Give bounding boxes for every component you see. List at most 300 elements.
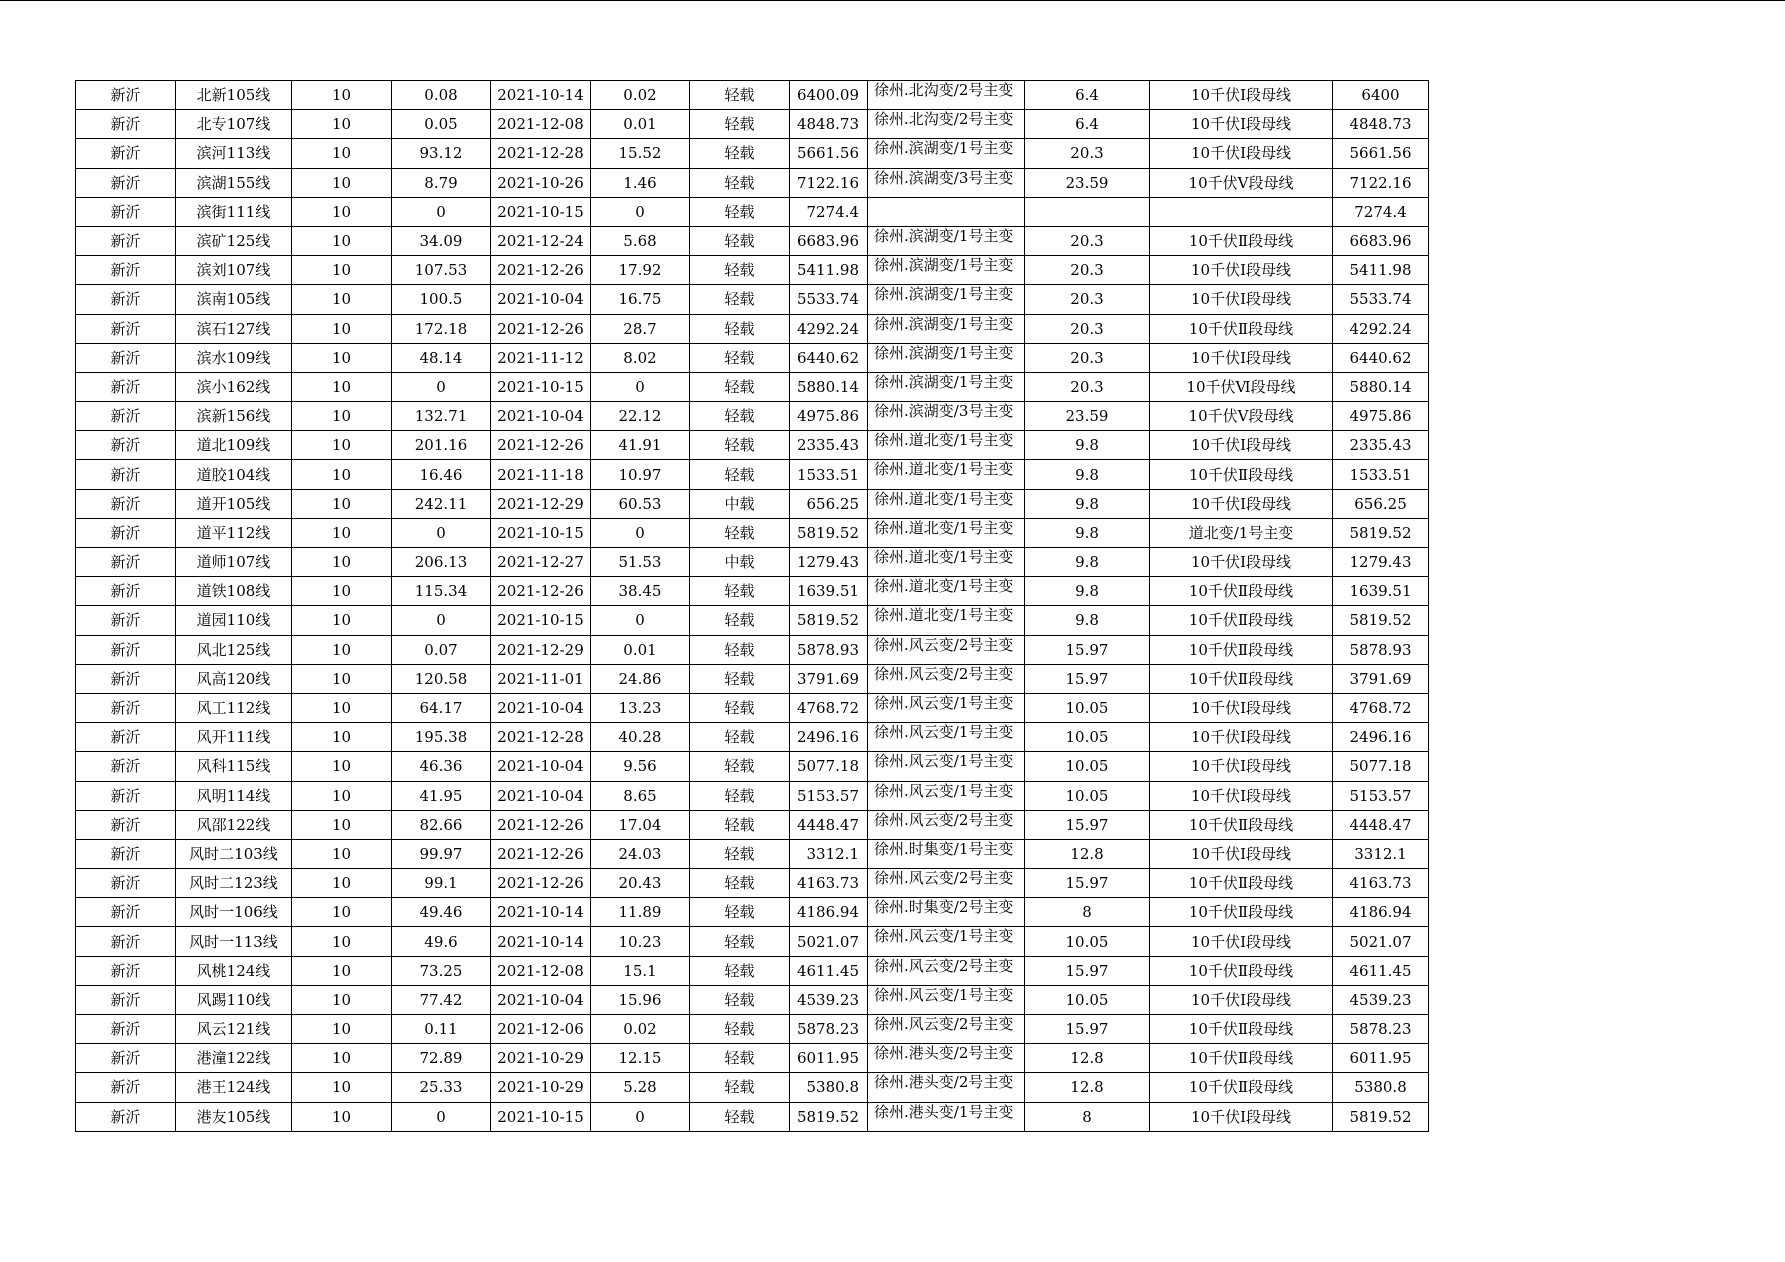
cell-line-name: 风时二123线 [176, 869, 292, 898]
cell-substation-transformer: 徐州.滨湖变/3号主变 [868, 168, 1025, 197]
cell-line-name: 道北109线 [176, 431, 292, 460]
cell-load-rate: 51.53 [591, 548, 690, 577]
cell-capacity: 5533.74 [1333, 285, 1429, 314]
cell-county: 新沂 [76, 548, 176, 577]
cell-capacity: 2496.16 [1333, 723, 1429, 752]
table-row [76, 372, 1429, 401]
cell-load-rate: 60.53 [591, 489, 690, 518]
cell-load-rate: 15.52 [591, 139, 690, 168]
cell-max-current: 82.66 [392, 810, 491, 839]
cell-voltage: 10 [292, 226, 392, 255]
cell-load-status: 轻载 [690, 431, 790, 460]
cell-capacity: 6440.62 [1333, 343, 1429, 372]
cell-available-capacity: 6440.62 [790, 343, 868, 372]
cell-substation-transformer: 徐州.滨湖变/1号主变 [868, 285, 1025, 314]
cell-line-name: 港友105线 [176, 1102, 292, 1131]
table-row [76, 839, 1429, 868]
cell-line-name: 风踢110线 [176, 985, 292, 1014]
cell-county: 新沂 [76, 810, 176, 839]
cell-substation-transformer: 徐州.风云变/2号主变 [868, 664, 1025, 693]
cell-busbar: 10千伏Ⅴ段母线 [1150, 168, 1333, 197]
cell-county: 新沂 [76, 664, 176, 693]
cell-county: 新沂 [76, 606, 176, 635]
cell-capacity: 5819.52 [1333, 606, 1429, 635]
cell-capacity: 5878.93 [1333, 635, 1429, 664]
cell-available-capacity: 5077.18 [790, 752, 868, 781]
cell-transformer-rating [1025, 197, 1150, 226]
cell-max-current: 99.1 [392, 869, 491, 898]
cell-line-name: 滨南105线 [176, 285, 292, 314]
cell-date: 2021-10-04 [491, 781, 591, 810]
cell-load-rate: 22.12 [591, 402, 690, 431]
cell-transformer-rating: 9.8 [1025, 577, 1150, 606]
cell-substation-transformer: 徐州.时集变/2号主变 [868, 898, 1025, 927]
cell-transformer-rating: 23.59 [1025, 402, 1150, 431]
cell-date: 2021-12-28 [491, 723, 591, 752]
cell-max-current: 0 [392, 372, 491, 401]
cell-voltage: 10 [292, 1015, 392, 1044]
cell-substation-transformer: 徐州.风云变/2号主变 [868, 869, 1025, 898]
cell-available-capacity: 3312.1 [790, 839, 868, 868]
cell-date: 2021-11-01 [491, 664, 591, 693]
cell-capacity: 5819.52 [1333, 1102, 1429, 1131]
cell-capacity: 5411.98 [1333, 256, 1429, 285]
cell-busbar: 10千伏Ⅰ段母线 [1150, 256, 1333, 285]
cell-busbar: 10千伏Ⅰ段母线 [1150, 431, 1333, 460]
cell-load-rate: 15.96 [591, 985, 690, 1014]
cell-load-status: 轻载 [690, 898, 790, 927]
cell-load-rate: 24.03 [591, 839, 690, 868]
cell-voltage: 10 [292, 402, 392, 431]
cell-max-current: 72.89 [392, 1044, 491, 1073]
cell-available-capacity: 5411.98 [790, 256, 868, 285]
cell-transformer-rating: 20.3 [1025, 285, 1150, 314]
table-body [76, 81, 1429, 1132]
cell-voltage: 10 [292, 635, 392, 664]
cell-capacity: 4848.73 [1333, 110, 1429, 139]
cell-capacity: 5880.14 [1333, 372, 1429, 401]
cell-line-name: 风时二103线 [176, 839, 292, 868]
cell-capacity: 3312.1 [1333, 839, 1429, 868]
cell-max-current: 0.05 [392, 110, 491, 139]
cell-capacity: 5077.18 [1333, 752, 1429, 781]
cell-capacity: 4611.45 [1333, 956, 1429, 985]
cell-date: 2021-12-26 [491, 810, 591, 839]
cell-capacity: 5021.07 [1333, 927, 1429, 956]
cell-date: 2021-10-14 [491, 927, 591, 956]
cell-max-current: 41.95 [392, 781, 491, 810]
cell-county: 新沂 [76, 518, 176, 547]
table-row [76, 548, 1429, 577]
cell-county: 新沂 [76, 723, 176, 752]
cell-substation-transformer: 徐州.道北变/1号主变 [868, 577, 1025, 606]
cell-county: 新沂 [76, 635, 176, 664]
cell-capacity: 656.25 [1333, 489, 1429, 518]
cell-load-rate: 9.56 [591, 752, 690, 781]
cell-voltage: 10 [292, 1073, 392, 1102]
cell-substation-transformer: 徐州.时集变/1号主变 [868, 839, 1025, 868]
table-row [76, 927, 1429, 956]
cell-load-status: 中载 [690, 489, 790, 518]
table-row [76, 869, 1429, 898]
cell-line-name: 道平112线 [176, 518, 292, 547]
cell-capacity: 3791.69 [1333, 664, 1429, 693]
cell-transformer-rating: 6.4 [1025, 81, 1150, 110]
cell-busbar: 10千伏Ⅱ段母线 [1150, 810, 1333, 839]
cell-voltage: 10 [292, 693, 392, 722]
cell-load-rate: 5.28 [591, 1073, 690, 1102]
cell-busbar: 10千伏Ⅱ段母线 [1150, 460, 1333, 489]
cell-transformer-rating: 20.3 [1025, 372, 1150, 401]
cell-load-status: 轻载 [690, 343, 790, 372]
cell-max-current: 93.12 [392, 139, 491, 168]
cell-county: 新沂 [76, 927, 176, 956]
cell-transformer-rating: 10.05 [1025, 723, 1150, 752]
cell-transformer-rating: 15.97 [1025, 956, 1150, 985]
cell-capacity: 1279.43 [1333, 548, 1429, 577]
cell-substation-transformer: 徐州.风云变/2号主变 [868, 810, 1025, 839]
cell-transformer-rating: 6.4 [1025, 110, 1150, 139]
cell-available-capacity: 4163.73 [790, 869, 868, 898]
table-row [76, 431, 1429, 460]
cell-load-status: 轻载 [690, 1073, 790, 1102]
cell-capacity: 4448.47 [1333, 810, 1429, 839]
cell-busbar: 10千伏Ⅰ段母线 [1150, 927, 1333, 956]
cell-max-current: 120.58 [392, 664, 491, 693]
cell-date: 2021-10-04 [491, 985, 591, 1014]
cell-busbar: 10千伏Ⅱ段母线 [1150, 1044, 1333, 1073]
table-row [76, 985, 1429, 1014]
cell-transformer-rating: 10.05 [1025, 693, 1150, 722]
cell-load-rate: 0 [591, 372, 690, 401]
cell-date: 2021-12-06 [491, 1015, 591, 1044]
cell-line-name: 风云121线 [176, 1015, 292, 1044]
cell-date: 2021-12-08 [491, 110, 591, 139]
cell-county: 新沂 [76, 226, 176, 255]
cell-substation-transformer: 徐州.滨湖变/1号主变 [868, 372, 1025, 401]
cell-busbar: 10千伏Ⅱ段母线 [1150, 869, 1333, 898]
cell-line-name: 风明114线 [176, 781, 292, 810]
cell-available-capacity: 5533.74 [790, 285, 868, 314]
cell-voltage: 10 [292, 1102, 392, 1131]
cell-capacity: 6011.95 [1333, 1044, 1429, 1073]
cell-date: 2021-12-26 [491, 869, 591, 898]
cell-load-rate: 12.15 [591, 1044, 690, 1073]
table-row [76, 693, 1429, 722]
table-row [76, 197, 1429, 226]
cell-date: 2021-10-15 [491, 1102, 591, 1131]
cell-transformer-rating: 15.97 [1025, 664, 1150, 693]
cell-capacity: 4292.24 [1333, 314, 1429, 343]
cell-substation-transformer: 徐州.道北变/1号主变 [868, 431, 1025, 460]
cell-county: 新沂 [76, 285, 176, 314]
cell-line-name: 风开111线 [176, 723, 292, 752]
cell-busbar: 10千伏Ⅴ段母线 [1150, 402, 1333, 431]
cell-substation-transformer: 徐州.滨湖变/3号主变 [868, 402, 1025, 431]
cell-available-capacity: 4448.47 [790, 810, 868, 839]
cell-load-status: 轻载 [690, 1044, 790, 1073]
cell-voltage: 10 [292, 197, 392, 226]
cell-transformer-rating: 15.97 [1025, 810, 1150, 839]
cell-capacity: 6683.96 [1333, 226, 1429, 255]
cell-load-rate: 13.23 [591, 693, 690, 722]
table-row [76, 314, 1429, 343]
cell-load-rate: 10.97 [591, 460, 690, 489]
cell-load-status: 轻载 [690, 956, 790, 985]
table-row [76, 402, 1429, 431]
cell-substation-transformer: 徐州.风云变/1号主变 [868, 723, 1025, 752]
cell-capacity: 4186.94 [1333, 898, 1429, 927]
cell-transformer-rating: 10.05 [1025, 781, 1150, 810]
cell-transformer-rating: 10.05 [1025, 927, 1150, 956]
cell-date: 2021-12-29 [491, 635, 591, 664]
cell-line-name: 风桃124线 [176, 956, 292, 985]
cell-county: 新沂 [76, 985, 176, 1014]
cell-load-status: 轻载 [690, 256, 790, 285]
cell-substation-transformer: 徐州.风云变/1号主变 [868, 985, 1025, 1014]
cell-county: 新沂 [76, 197, 176, 226]
cell-voltage: 10 [292, 606, 392, 635]
cell-voltage: 10 [292, 343, 392, 372]
cell-available-capacity: 3791.69 [790, 664, 868, 693]
feeder-load-table [75, 80, 1429, 1132]
table-row [76, 781, 1429, 810]
cell-busbar: 10千伏Ⅰ段母线 [1150, 723, 1333, 752]
cell-available-capacity: 6011.95 [790, 1044, 868, 1073]
cell-voltage: 10 [292, 752, 392, 781]
cell-available-capacity: 7274.4 [790, 197, 868, 226]
cell-voltage: 10 [292, 577, 392, 606]
cell-capacity: 4768.72 [1333, 693, 1429, 722]
cell-county: 新沂 [76, 314, 176, 343]
cell-substation-transformer: 徐州.滨湖变/1号主变 [868, 139, 1025, 168]
cell-max-current: 48.14 [392, 343, 491, 372]
cell-load-status: 轻载 [690, 869, 790, 898]
cell-max-current: 195.38 [392, 723, 491, 752]
cell-date: 2021-12-24 [491, 226, 591, 255]
cell-max-current: 64.17 [392, 693, 491, 722]
cell-load-rate: 0 [591, 518, 690, 547]
cell-substation-transformer: 徐州.风云变/1号主变 [868, 693, 1025, 722]
table-row [76, 139, 1429, 168]
cell-transformer-rating: 20.3 [1025, 343, 1150, 372]
cell-line-name: 道园110线 [176, 606, 292, 635]
cell-load-rate: 16.75 [591, 285, 690, 314]
cell-voltage: 10 [292, 956, 392, 985]
cell-max-current: 115.34 [392, 577, 491, 606]
cell-load-rate: 24.86 [591, 664, 690, 693]
cell-load-rate: 0 [591, 197, 690, 226]
cell-transformer-rating: 9.8 [1025, 518, 1150, 547]
cell-available-capacity: 4848.73 [790, 110, 868, 139]
cell-max-current: 0 [392, 518, 491, 547]
cell-load-status: 轻载 [690, 1102, 790, 1131]
cell-load-rate: 8.02 [591, 343, 690, 372]
cell-available-capacity: 4539.23 [790, 985, 868, 1014]
cell-substation-transformer: 徐州.风云变/1号主变 [868, 752, 1025, 781]
cell-available-capacity: 5380.8 [790, 1073, 868, 1102]
cell-available-capacity: 1279.43 [790, 548, 868, 577]
cell-available-capacity: 4186.94 [790, 898, 868, 927]
table-row [76, 256, 1429, 285]
cell-date: 2021-12-29 [491, 489, 591, 518]
cell-date: 2021-12-26 [491, 314, 591, 343]
cell-busbar: 10千伏Ⅰ段母线 [1150, 1102, 1333, 1131]
cell-max-current: 34.09 [392, 226, 491, 255]
cell-capacity: 5153.57 [1333, 781, 1429, 810]
cell-transformer-rating: 23.59 [1025, 168, 1150, 197]
cell-transformer-rating: 10.05 [1025, 752, 1150, 781]
table-row [76, 577, 1429, 606]
page-top-border [0, 0, 1785, 1]
cell-busbar: 道北变/1号主变 [1150, 518, 1333, 547]
cell-date: 2021-10-04 [491, 693, 591, 722]
cell-max-current: 0.08 [392, 81, 491, 110]
cell-available-capacity: 2496.16 [790, 723, 868, 752]
cell-substation-transformer: 徐州.北沟变/2号主变 [868, 81, 1025, 110]
cell-available-capacity: 5878.23 [790, 1015, 868, 1044]
cell-busbar: 10千伏Ⅱ段母线 [1150, 664, 1333, 693]
cell-load-status: 轻载 [690, 577, 790, 606]
cell-transformer-rating: 20.3 [1025, 256, 1150, 285]
cell-load-status: 轻载 [690, 781, 790, 810]
cell-substation-transformer: 徐州.滨湖变/1号主变 [868, 314, 1025, 343]
cell-max-current: 0 [392, 197, 491, 226]
cell-line-name: 滨湖155线 [176, 168, 292, 197]
cell-date: 2021-10-14 [491, 81, 591, 110]
cell-substation-transformer: 徐州.道北变/1号主变 [868, 548, 1025, 577]
cell-transformer-rating: 15.97 [1025, 635, 1150, 664]
cell-busbar: 10千伏Ⅰ段母线 [1150, 781, 1333, 810]
table-row [76, 168, 1429, 197]
cell-busbar: 10千伏Ⅱ段母线 [1150, 1073, 1333, 1102]
cell-transformer-rating: 9.8 [1025, 548, 1150, 577]
cell-available-capacity: 4611.45 [790, 956, 868, 985]
table-row [76, 810, 1429, 839]
cell-capacity: 1533.51 [1333, 460, 1429, 489]
cell-substation-transformer: 徐州.北沟变/2号主变 [868, 110, 1025, 139]
cell-voltage: 10 [292, 110, 392, 139]
cell-voltage: 10 [292, 810, 392, 839]
cell-load-status: 轻载 [690, 314, 790, 343]
cell-max-current: 107.53 [392, 256, 491, 285]
cell-county: 新沂 [76, 168, 176, 197]
cell-load-status: 轻载 [690, 285, 790, 314]
cell-transformer-rating: 12.8 [1025, 839, 1150, 868]
cell-voltage: 10 [292, 460, 392, 489]
cell-load-rate: 17.92 [591, 256, 690, 285]
cell-available-capacity: 1533.51 [790, 460, 868, 489]
cell-available-capacity: 5153.57 [790, 781, 868, 810]
cell-line-name: 滨刘107线 [176, 256, 292, 285]
table-row [76, 723, 1429, 752]
cell-available-capacity: 5819.52 [790, 606, 868, 635]
table-row [76, 752, 1429, 781]
cell-load-rate: 8.65 [591, 781, 690, 810]
cell-county: 新沂 [76, 402, 176, 431]
cell-load-rate: 0.01 [591, 635, 690, 664]
table-row [76, 1015, 1429, 1044]
cell-max-current: 25.33 [392, 1073, 491, 1102]
cell-line-name: 道胶104线 [176, 460, 292, 489]
cell-capacity: 5878.23 [1333, 1015, 1429, 1044]
cell-available-capacity: 6400.09 [790, 81, 868, 110]
cell-voltage: 10 [292, 256, 392, 285]
cell-line-name: 滨小162线 [176, 372, 292, 401]
cell-load-status: 轻载 [690, 693, 790, 722]
cell-transformer-rating: 8 [1025, 898, 1150, 927]
cell-date: 2021-10-04 [491, 752, 591, 781]
cell-line-name: 滨街111线 [176, 197, 292, 226]
cell-line-name: 风邵122线 [176, 810, 292, 839]
table-row [76, 285, 1429, 314]
cell-load-status: 轻载 [690, 664, 790, 693]
cell-transformer-rating: 9.8 [1025, 606, 1150, 635]
cell-load-status: 轻载 [690, 460, 790, 489]
cell-max-current: 100.5 [392, 285, 491, 314]
cell-county: 新沂 [76, 372, 176, 401]
cell-max-current: 242.11 [392, 489, 491, 518]
cell-line-name: 北专107线 [176, 110, 292, 139]
cell-capacity: 7274.4 [1333, 197, 1429, 226]
cell-line-name: 滨新156线 [176, 402, 292, 431]
cell-max-current: 49.46 [392, 898, 491, 927]
cell-busbar: 10千伏Ⅵ段母线 [1150, 372, 1333, 401]
cell-load-status: 轻载 [690, 927, 790, 956]
cell-busbar: 10千伏Ⅰ段母线 [1150, 752, 1333, 781]
cell-transformer-rating: 9.8 [1025, 489, 1150, 518]
cell-transformer-rating: 8 [1025, 1102, 1150, 1131]
cell-substation-transformer [868, 197, 1025, 226]
cell-load-status: 轻载 [690, 110, 790, 139]
cell-load-rate: 0 [591, 606, 690, 635]
cell-county: 新沂 [76, 1015, 176, 1044]
cell-available-capacity: 656.25 [790, 489, 868, 518]
cell-county: 新沂 [76, 956, 176, 985]
cell-substation-transformer: 徐州.风云变/2号主变 [868, 956, 1025, 985]
cell-capacity: 5819.52 [1333, 518, 1429, 547]
cell-busbar: 10千伏Ⅰ段母线 [1150, 81, 1333, 110]
cell-max-current: 132.71 [392, 402, 491, 431]
cell-available-capacity: 5819.52 [790, 1102, 868, 1131]
cell-load-rate: 40.28 [591, 723, 690, 752]
cell-county: 新沂 [76, 898, 176, 927]
cell-county: 新沂 [76, 577, 176, 606]
cell-date: 2021-11-12 [491, 343, 591, 372]
cell-county: 新沂 [76, 1044, 176, 1073]
table-row [76, 1073, 1429, 1102]
cell-transformer-rating: 9.8 [1025, 460, 1150, 489]
cell-busbar: 10千伏Ⅱ段母线 [1150, 314, 1333, 343]
cell-voltage: 10 [292, 81, 392, 110]
cell-capacity: 5661.56 [1333, 139, 1429, 168]
cell-line-name: 滨河113线 [176, 139, 292, 168]
cell-line-name: 北新105线 [176, 81, 292, 110]
cell-load-status: 轻载 [690, 810, 790, 839]
cell-transformer-rating: 12.8 [1025, 1044, 1150, 1073]
cell-county: 新沂 [76, 81, 176, 110]
cell-transformer-rating: 20.3 [1025, 139, 1150, 168]
cell-voltage: 10 [292, 139, 392, 168]
cell-county: 新沂 [76, 139, 176, 168]
cell-date: 2021-10-15 [491, 518, 591, 547]
cell-voltage: 10 [292, 1044, 392, 1073]
cell-load-status: 轻载 [690, 752, 790, 781]
cell-transformer-rating: 20.3 [1025, 226, 1150, 255]
cell-county: 新沂 [76, 489, 176, 518]
cell-capacity: 4163.73 [1333, 869, 1429, 898]
table-row [76, 1044, 1429, 1073]
